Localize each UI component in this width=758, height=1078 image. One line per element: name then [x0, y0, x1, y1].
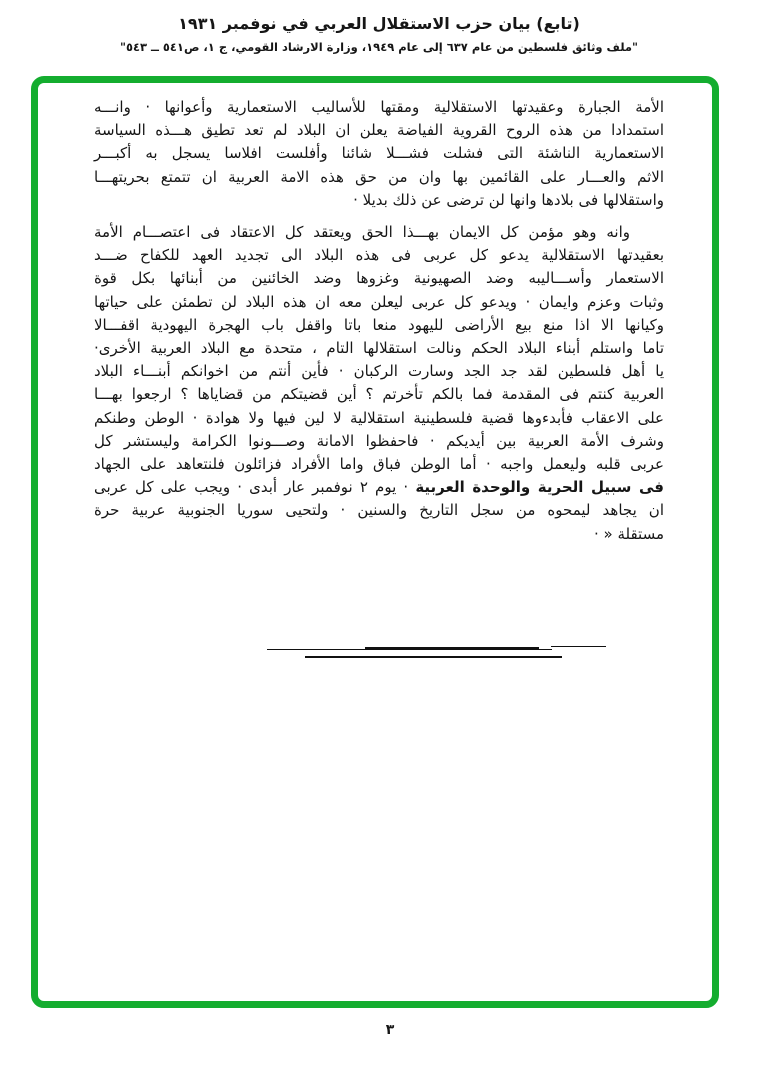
text-line: وثبات وعزم وايمان · ويدعو كل عربى ليعلن معه ان هذه البلاد لن تطمئن على حياتها — [94, 292, 664, 311]
bold-phrase: فى سبيل الحرية والوحدة العربية — [415, 478, 664, 497]
page-number: ٣ — [385, 1022, 395, 1038]
text-line: واستقلالها فى بلادها وانها لن ترضى عن ذلك بديلا · — [353, 190, 664, 209]
text-line: يا أهل فلسطين لقد جد الجد وسارت الركبان · فأين أنتم من اخوانكم أبنـــاء البلاد — [94, 362, 664, 381]
body-text — [94, 96, 664, 546]
text-line: الأمة الجبارة وعقيدتها الاستقلالية ومقتها للأساليب الاستعمارية وأعوانها · وانـــه — [94, 98, 664, 116]
divider-rule-bottom — [305, 656, 562, 658]
divider-rule-top-thick — [365, 647, 539, 650]
text-line: وانه وهو مؤمن كل الايمان بهـــذا الحق ويعتقد كل الاعتقاد فى اعتصـــام الأمة — [94, 223, 630, 242]
text-line: استمدادا من هذه الروح القروية الفياضة يعلن ان البلاد لم تعد تطيق هـــذه السياسة — [94, 121, 664, 140]
divider-rule-top-right — [551, 646, 606, 647]
page-header — [0, 14, 758, 54]
text-line: الاستعمارية الناشئة التى فشلت فشـــلا شائنا وأفلست افلاسا يسجل به أكبـــر — [94, 144, 664, 163]
text-line: العربية كنتم فى المقدمة فما بالكم تأخرتم ؟ أين قضيتكم من قضاياها ؟ ارجعوا بهـــا — [94, 385, 664, 404]
text-line — [94, 476, 664, 499]
document-title: (تابع) بيان حزب الاستقلال العربي في نوفمبر ١٩٣١ — [178, 14, 580, 33]
source-citation: "ملف وثائق فلسطين من عام ٦٣٧ إلى عام ١٩٤٩، وزارة الارشاد القومي، ج ١، ص٥٤١ ــ ٥٤٣" — [119, 40, 639, 54]
text-line: الاثم والعـــار على القائمين بها وان من حق هذه الامة العربية ان تتمتع بحريتهـــا — [94, 167, 664, 186]
text-line: وشرف الأمة العربية بين أيديكم · فاحفظوا الامانة وصـــونوا الكرامة وليستشر كل — [94, 431, 664, 450]
text-line: عربى قلبه وليعمل واجبه · أما الوطن فباق واما الأفراد فزائلون فلنتعاهد على الجهاد — [94, 455, 664, 474]
text-segment: · يوم ٢ نوفمبر عار أبدى · ويجب على كل عربى — [94, 478, 416, 497]
text-line: مستقلة « · — [593, 524, 664, 543]
text-line: ان يجاهد ليمحوه من سجل التاريخ والسنين · ولتحيى سوريا الجنوبية عربية حرة — [94, 501, 664, 520]
green-border-frame — [31, 76, 719, 1008]
text-line: وكيانها الا اذا منع بيع الأراضى لليهود منعا باتا واقفل باب الهجرة اليهودية اقفـــالا — [94, 315, 664, 334]
text-line: تاما واستلم أبناء البلاد الحكم ونالت استقلالها التام ، متحدة مع البلاد العربية الأخرى· — [94, 339, 664, 358]
text-line: الاستعمار وأســـاليبه وضد الصهيونية وغزوها وضد الخائنين من أبنائها بكل قوة — [94, 269, 664, 288]
text-line: بعقيدتها الاستقلالية يدعو كل عربى فى هذه البلاد الى تجديد العهد للكفاح ضـــد — [94, 246, 664, 265]
text-line: على الاعقاب فأبدءوها قضية فلسطينية استقلالية لا لين فيها ولا هوادة · الوطن وطنكم — [94, 408, 664, 427]
